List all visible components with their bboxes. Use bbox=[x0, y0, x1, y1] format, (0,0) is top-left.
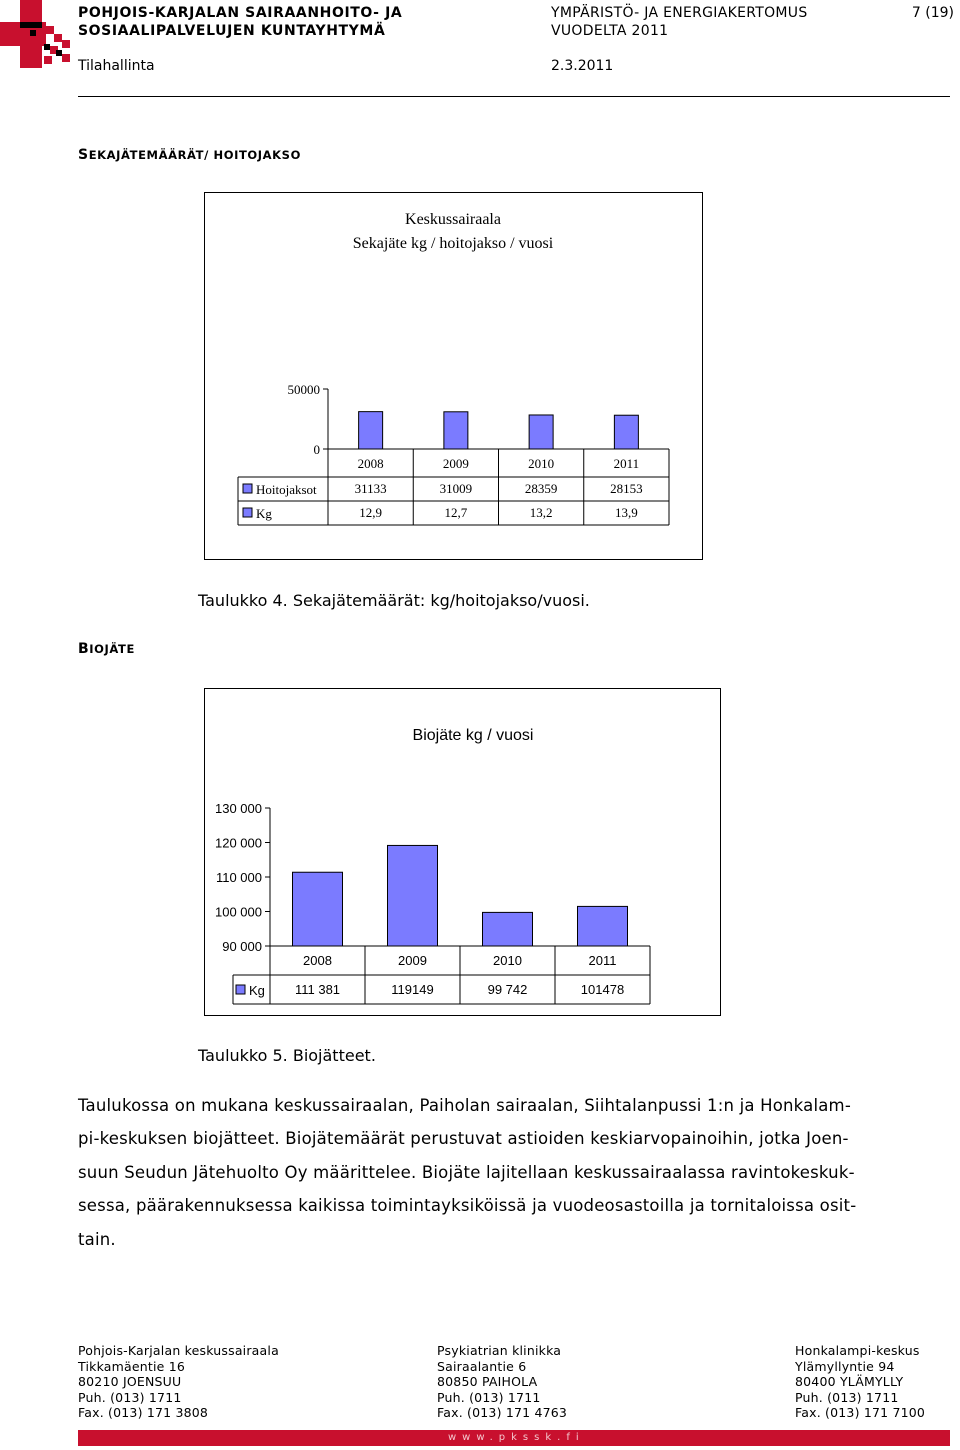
data-label: 28359 bbox=[524, 481, 558, 496]
chart-title: Keskussairaala bbox=[405, 211, 501, 228]
y-tick-label: 130 000 bbox=[215, 801, 262, 816]
paragraph-line: sessa, päärakennuksessa kaikissa toimintayksiköissä ja vuodeosastoilla ja tornitaloissa osit- bbox=[78, 1196, 857, 1216]
paragraph-line: Taulukossa on mukana keskussairaalan, Paiholan sairaalan, Siihtalanpussi 1:n ja Honkalam- bbox=[78, 1096, 851, 1115]
document-date: 2.3.2011 bbox=[551, 58, 614, 74]
footer-address-psykiatria: Psykiatrian klinikka Sairaalantie 6 80850 PAIHOLA Puh. (013) 1711 Fax. (013) 171 4763 bbox=[437, 1343, 568, 1421]
page-number: 7 (19) bbox=[911, 5, 954, 21]
data-label: 13,2 bbox=[529, 505, 553, 520]
bar-hoitojaksot bbox=[444, 412, 468, 449]
y-tick-label: 0 bbox=[313, 442, 320, 457]
footer-bar bbox=[78, 1430, 950, 1446]
bar-hoitojaksot bbox=[359, 412, 383, 449]
sekajate-chart bbox=[204, 192, 703, 560]
legend-label: Hoitojaksot bbox=[256, 482, 317, 497]
bar-hoitojaksot bbox=[529, 415, 553, 449]
department: Tilahallinta bbox=[78, 58, 155, 74]
sekajate-chart-svg bbox=[205, 193, 702, 559]
data-label: 12,9 bbox=[359, 505, 382, 520]
x-tick-label: 2009 bbox=[398, 953, 427, 968]
bar-kg bbox=[388, 845, 438, 946]
data-label: 12,7 bbox=[444, 505, 468, 520]
data-label: 99 742 bbox=[487, 982, 528, 997]
body-paragraph bbox=[78, 1089, 948, 1256]
x-tick-label: 2008 bbox=[303, 953, 332, 968]
biojate-chart bbox=[204, 688, 721, 1016]
header-divider bbox=[78, 96, 950, 97]
footer-website[interactable]: www.pkssk.fi bbox=[448, 1432, 585, 1443]
x-tick-label: 2008 bbox=[357, 456, 384, 471]
x-tick-label: 2011 bbox=[613, 456, 640, 471]
data-label: 101478 bbox=[580, 982, 625, 997]
footer-address-keskussairaala: Pohjois-Karjalan keskussairaala Tikkamäentie 16 80210 JOENSUU Puh. (013) 1711 Fax. (013) 171 3808 bbox=[78, 1343, 279, 1421]
y-tick-label: 100 000 bbox=[215, 904, 262, 920]
bar-kg bbox=[483, 912, 533, 946]
y-tick-label: 90 000 bbox=[222, 939, 262, 954]
bar-kg bbox=[293, 872, 343, 946]
chart-caption-4: Taulukko 4. Sekajätemäärät: kg/hoitojakso/vuosi. bbox=[198, 591, 590, 610]
data-label: 31133 bbox=[354, 481, 387, 496]
bar-hoitojaksot bbox=[614, 415, 638, 449]
legend-swatch bbox=[236, 985, 245, 994]
data-label: 31009 bbox=[439, 481, 473, 496]
data-label: 119149 bbox=[391, 982, 434, 997]
legend-swatch bbox=[243, 508, 252, 517]
y-tick-label: 110 000 bbox=[215, 870, 262, 885]
footer-address-honkalampi: Honkalampi-keskus Ylämyllyntie 94 80400 YLÄMYLLY Puh. (013) 1711 Fax. (013) 171 7100 bbox=[795, 1343, 926, 1421]
data-label: 13,9 bbox=[615, 505, 638, 520]
x-tick-label: 2010 bbox=[528, 456, 555, 471]
chart-title: Biojäte kg / vuosi bbox=[412, 727, 534, 744]
paragraph-line: pi-keskuksen biojätteet. Biojätemäärät perustuvat astioiden keskiarvopainoihin, jotka Joen- bbox=[78, 1129, 849, 1149]
bar-kg bbox=[578, 906, 628, 946]
organization-name: POHJOIS-KARJALAN SAIRAANHOITO- JA SOSIAALIPALVELUJEN KUNTAYHTYMÄ bbox=[78, 5, 403, 39]
section-heading-sekajate: SEKAJÄTEMÄÄRÄT/ HOITOJAKSO bbox=[78, 147, 301, 163]
legend-label: Kg bbox=[256, 506, 272, 521]
y-tick-label: 50000 bbox=[287, 382, 320, 397]
paragraph-line: tain. bbox=[78, 1229, 116, 1249]
y-tick-label: 120 000 bbox=[215, 835, 262, 851]
legend-swatch bbox=[243, 484, 252, 493]
data-label: 111 381 bbox=[294, 982, 341, 997]
biojate-chart-svg bbox=[205, 689, 720, 1015]
organization-logo bbox=[0, 0, 76, 70]
paragraph-line: suun Seudun Jätehuolto Oy määrittelee. Biojäte lajitellaan keskussairaalassa ravintokeskuk- bbox=[78, 1162, 855, 1182]
section-heading-biojate: BIOJÄTE bbox=[78, 641, 135, 657]
document-title: YMPÄRISTÖ- JA ENERGIAKERTOMUS VUODELTA 2011 bbox=[551, 5, 808, 39]
x-tick-label: 2011 bbox=[588, 953, 617, 968]
x-tick-label: 2010 bbox=[493, 953, 522, 968]
chart-subtitle: Sekajäte kg / hoitojakso / vuosi bbox=[352, 235, 554, 252]
legend-label: Kg bbox=[249, 983, 265, 998]
chart-caption-5: Taulukko 5. Biojätteet. bbox=[198, 1046, 376, 1065]
data-label: 28153 bbox=[610, 481, 643, 496]
x-tick-label: 2009 bbox=[442, 456, 469, 471]
